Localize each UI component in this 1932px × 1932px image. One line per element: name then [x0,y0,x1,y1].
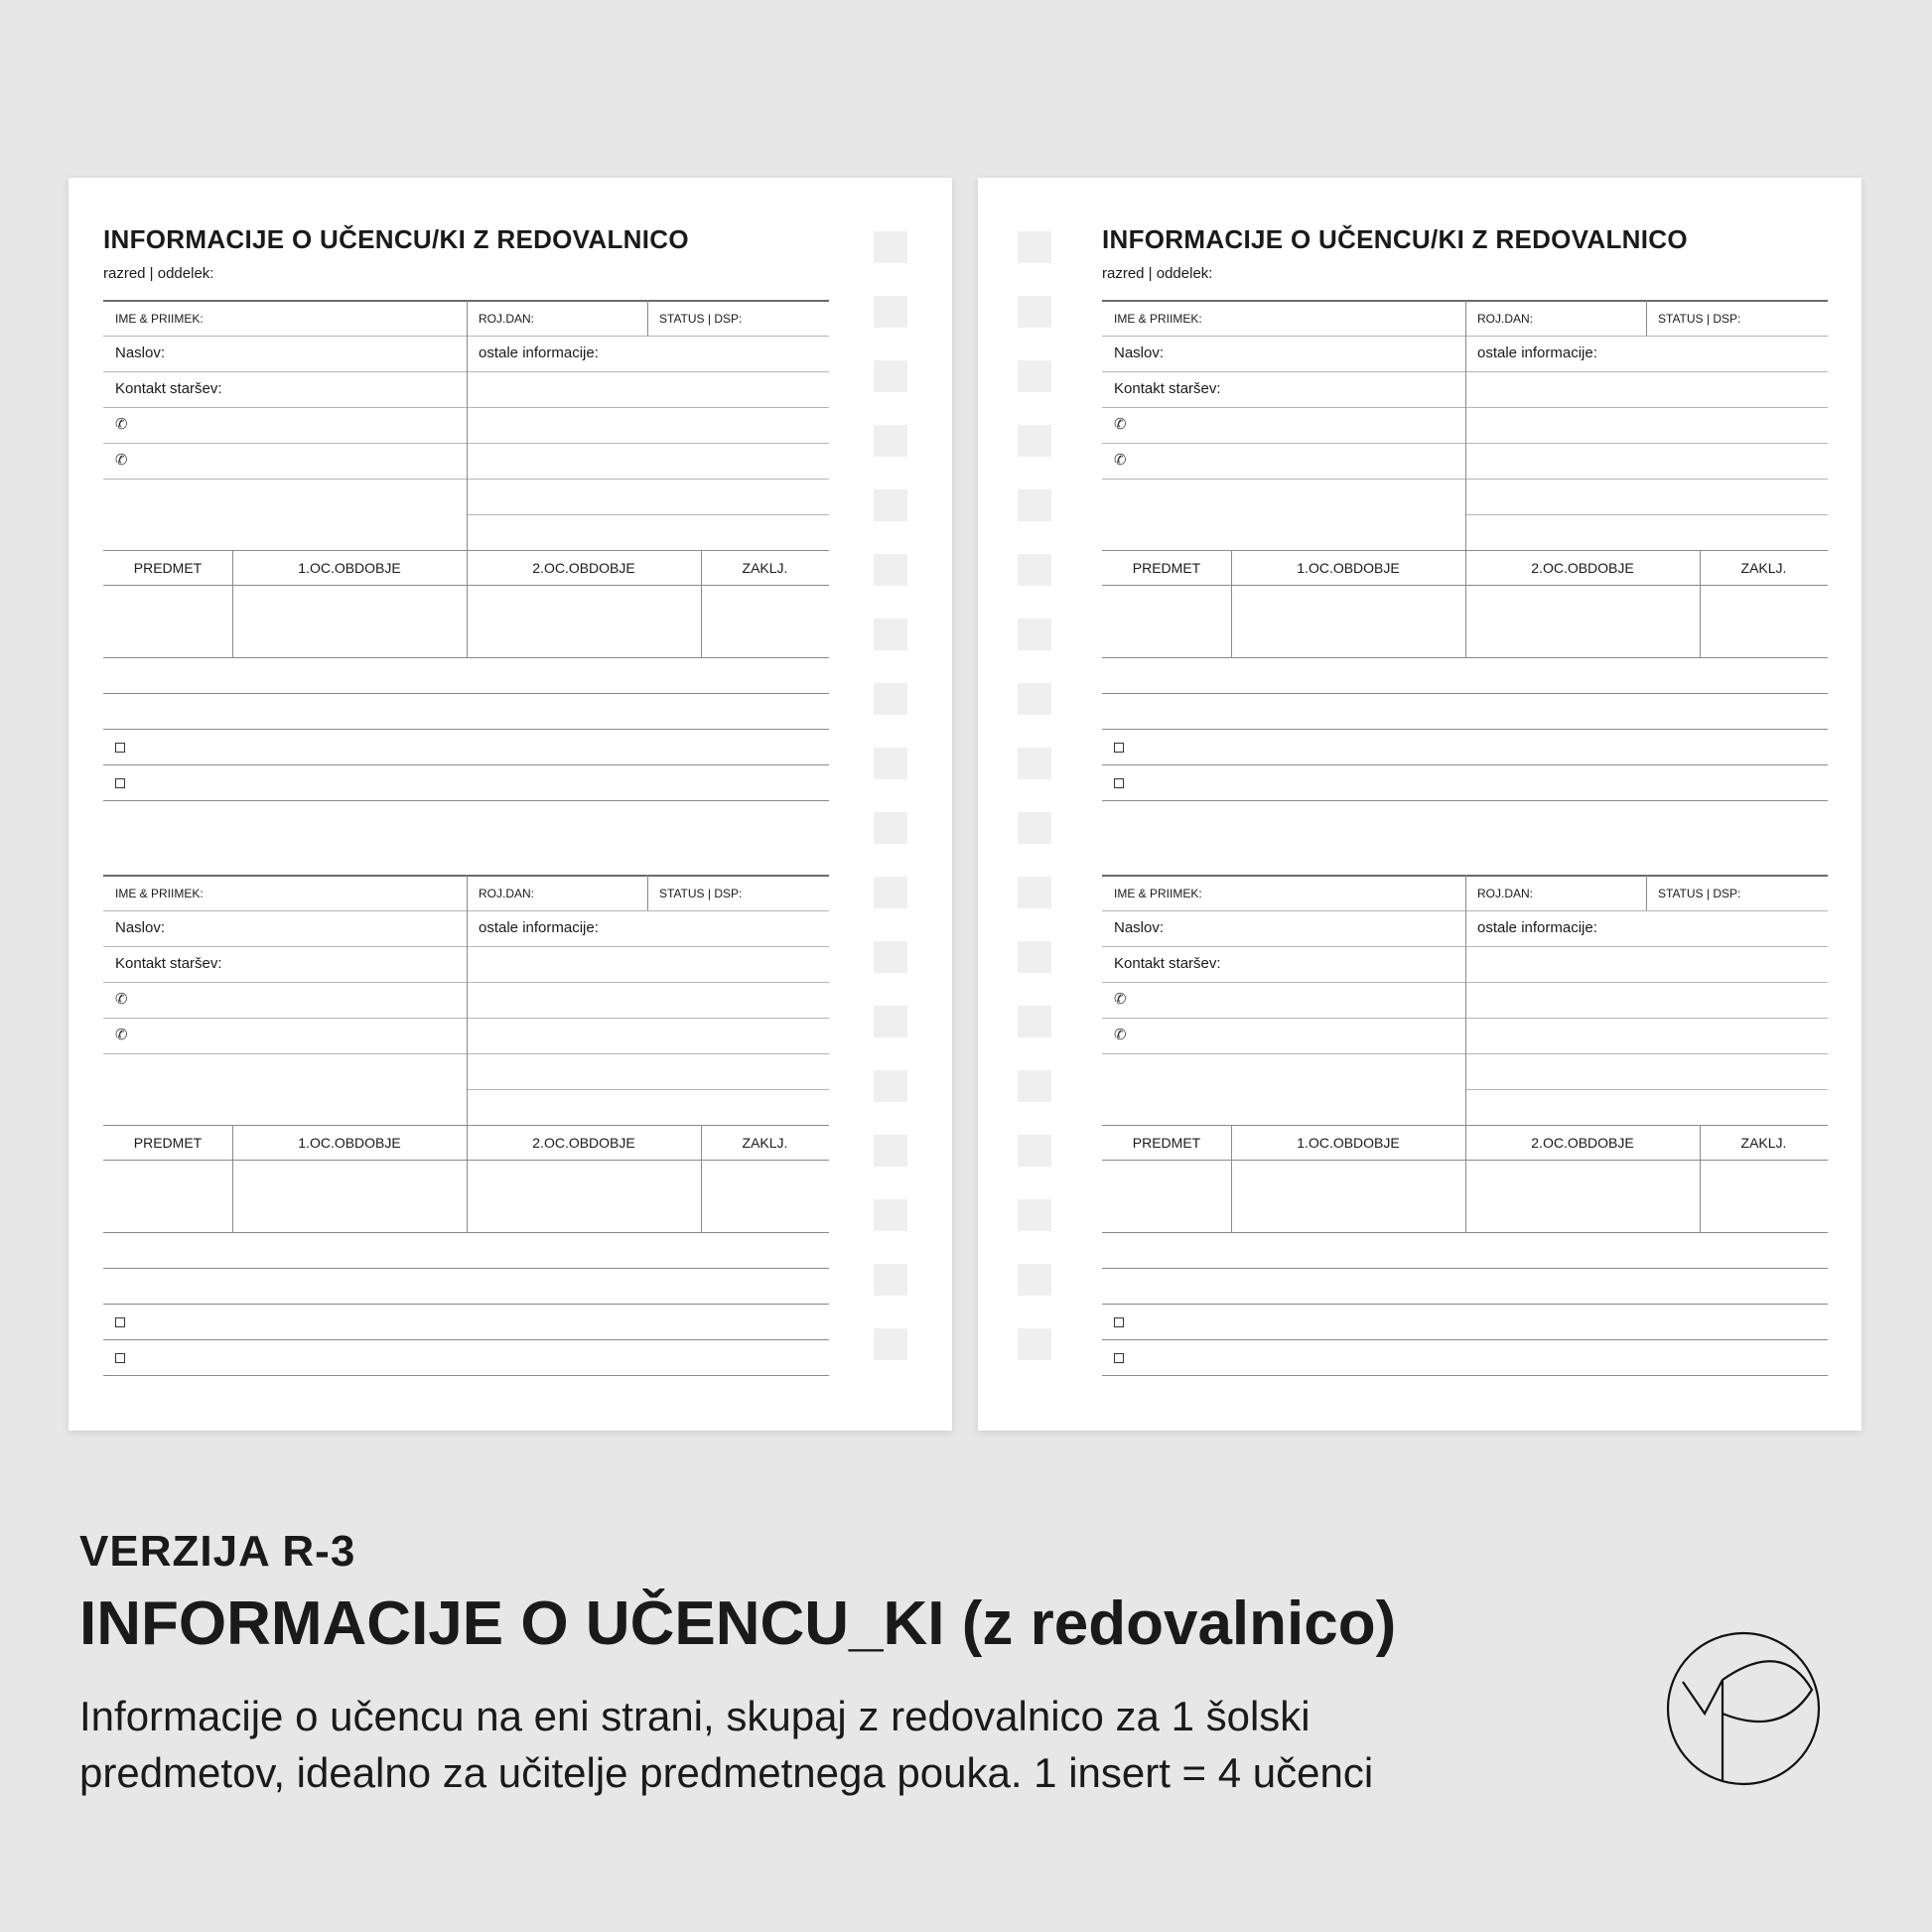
grades-divider [1465,550,1466,657]
description-line: Informacije o učencu na eni strani, skupaj z redovalnico za 1 šolski [79,1693,1311,1739]
binder-hole [874,1264,907,1296]
column-divider [1646,875,1647,910]
note-line [103,657,829,658]
product-title: INFORMACIJE O UČENCU_KI (z redovalnico) [79,1589,1397,1658]
status-label: STATUS | DSP: [659,312,743,326]
column-divider [1646,300,1647,336]
checkbox[interactable] [115,743,125,753]
grades-column-header: 1.OC.OBDOBJE [298,1135,401,1151]
binder-hole [1018,1328,1051,1360]
phone-icon: ✆ [1114,991,1127,1008]
note-line [103,1268,829,1269]
note-line [103,1375,829,1376]
info-line [1465,514,1828,515]
grades-divider [701,1125,702,1232]
phone-icon: ✆ [1114,416,1127,433]
binder-hole [874,619,907,650]
note-line [1102,800,1828,801]
address-label: Naslov: [115,919,166,936]
grades-divider [701,550,702,657]
binder-hole [1018,489,1051,521]
binder-hole [874,1135,907,1167]
planner-page-left [69,178,952,1431]
parents-contact-label: Kontakt staršev: [1114,380,1221,397]
column-divider [467,300,468,586]
monogram-logo-icon [1665,1630,1822,1787]
checkbox[interactable] [115,1317,125,1327]
note-line [103,1232,829,1233]
binder-hole [874,1070,907,1102]
checkbox[interactable] [1114,1317,1124,1327]
grades-column-header: 2.OC.OBDOBJE [532,560,635,576]
grades-column-header: ZAKLJ. [1740,1135,1787,1151]
binder-hole [1018,1070,1051,1102]
status-label: STATUS | DSP: [659,887,743,900]
note-line [1102,1304,1828,1305]
note-line [1102,1268,1828,1269]
binder-hole [874,231,907,263]
checkbox[interactable] [1114,1353,1124,1363]
parents-contact-label: Kontakt staršev: [115,380,222,397]
binder-hole [874,296,907,328]
address-label: Naslov: [1114,919,1165,936]
binder-hole [1018,425,1051,457]
binder-hole [1018,619,1051,650]
note-line [103,1339,829,1340]
info-line [467,1089,829,1090]
class-division-label: razred | oddelek: [1102,265,1213,282]
binder-hole [874,748,907,779]
grades-column-header: 2.OC.OBDOBJE [532,1135,635,1151]
grades-column-header: PREDMET [1132,560,1201,576]
note-line [1102,693,1828,694]
binder-hole [1018,360,1051,392]
grades-divider [1465,1125,1466,1232]
student-block [1102,875,1828,1381]
grades-column-header: PREDMET [133,1135,203,1151]
binder-hole [1018,1199,1051,1231]
grades-divider [1231,550,1232,657]
birthdate-label: ROJ.DAN: [1477,312,1534,326]
grades-divider [232,550,233,657]
phone-icon: ✆ [1114,1027,1127,1043]
student-block [1102,300,1828,806]
phone-icon: ✆ [115,1027,128,1043]
note-line [103,729,829,730]
birthdate-label: ROJ.DAN: [479,312,535,326]
grades-column-header: PREDMET [133,560,203,576]
phone-icon: ✆ [115,416,128,433]
note-line [1102,1232,1828,1233]
checkbox[interactable] [115,1353,125,1363]
checkbox[interactable] [1114,743,1124,753]
other-info-label: ostale informacije: [479,345,599,361]
product-description [79,1688,1628,1801]
other-info-label: ostale informacije: [1477,345,1597,361]
page-title: INFORMACIJE O UČENCU/KI Z REDOVALNICO [1102,224,1688,254]
binder-holes [1018,231,1051,1393]
checkbox[interactable] [115,778,125,788]
grades-divider [467,1125,468,1232]
checkbox[interactable] [1114,778,1124,788]
binder-hole [874,1328,907,1360]
binder-hole [874,683,907,715]
binder-hole [874,360,907,392]
column-divider [647,875,648,910]
note-line [1102,729,1828,730]
address-label: Naslov: [1114,345,1165,361]
note-line [1102,764,1828,765]
grades-column-header: ZAKLJ. [1740,560,1787,576]
birthdate-label: ROJ.DAN: [479,887,535,900]
name-label: IME & PRIIMEK: [1114,887,1202,900]
note-line [1102,1375,1828,1376]
phone-icon: ✆ [115,452,128,469]
grades-column-header: 2.OC.OBDOBJE [1531,560,1634,576]
binder-hole [874,1199,907,1231]
column-divider [467,875,468,1161]
name-label: IME & PRIIMEK: [115,312,204,326]
name-label: IME & PRIIMEK: [1114,312,1202,326]
grades-column-header: PREDMET [1132,1135,1201,1151]
phone-icon: ✆ [115,991,128,1008]
status-label: STATUS | DSP: [1658,312,1741,326]
binder-hole [874,554,907,586]
info-line [467,514,829,515]
binder-hole [874,1006,907,1037]
version-tag: VERZIJA R-3 [79,1527,356,1576]
binder-hole [1018,554,1051,586]
planner-page-right [978,178,1862,1431]
phone-icon: ✆ [1114,452,1127,469]
grades-column-header: 1.OC.OBDOBJE [298,560,401,576]
grades-divider [1700,550,1701,657]
student-block [103,875,829,1381]
column-divider [1465,875,1466,1161]
note-line [103,1304,829,1305]
binder-hole [874,425,907,457]
student-block [103,300,829,806]
grades-column-header: ZAKLJ. [742,560,788,576]
note-line [1102,1339,1828,1340]
other-info-label: ostale informacije: [1477,919,1597,936]
birthdate-label: ROJ.DAN: [1477,887,1534,900]
binder-hole [1018,748,1051,779]
column-divider [647,300,648,336]
note-line [103,764,829,765]
binder-hole [1018,1135,1051,1167]
grades-divider [1231,1125,1232,1232]
grades-divider [1700,1125,1701,1232]
status-label: STATUS | DSP: [1658,887,1741,900]
binder-hole [874,489,907,521]
grades-divider [232,1125,233,1232]
grades-divider [467,550,468,657]
binder-hole [874,812,907,844]
note-line [1102,657,1828,658]
parents-contact-label: Kontakt staršev: [1114,955,1221,972]
name-label: IME & PRIIMEK: [115,887,204,900]
grades-column-header: 2.OC.OBDOBJE [1531,1135,1634,1151]
note-line [103,800,829,801]
binder-hole [1018,231,1051,263]
description-line: predmetov, idealno za učitelje predmetnega pouka. 1 insert = 4 učenci [79,1749,1374,1796]
binder-hole [1018,812,1051,844]
address-label: Naslov: [115,345,166,361]
note-line [103,693,829,694]
grades-column-header: ZAKLJ. [742,1135,788,1151]
class-division-label: razred | oddelek: [103,265,214,282]
page-title: INFORMACIJE O UČENCU/KI Z REDOVALNICO [103,224,689,254]
parents-contact-label: Kontakt staršev: [115,955,222,972]
binder-hole [1018,1264,1051,1296]
other-info-label: ostale informacije: [479,919,599,936]
binder-hole [1018,877,1051,908]
binder-holes [874,231,907,1393]
binder-hole [1018,296,1051,328]
grades-column-header: 1.OC.OBDOBJE [1297,1135,1400,1151]
column-divider [1465,300,1466,586]
binder-hole [1018,683,1051,715]
grades-column-header: 1.OC.OBDOBJE [1297,560,1400,576]
binder-hole [874,877,907,908]
binder-hole [1018,941,1051,973]
binder-hole [874,941,907,973]
info-line [1465,1089,1828,1090]
binder-hole [1018,1006,1051,1037]
